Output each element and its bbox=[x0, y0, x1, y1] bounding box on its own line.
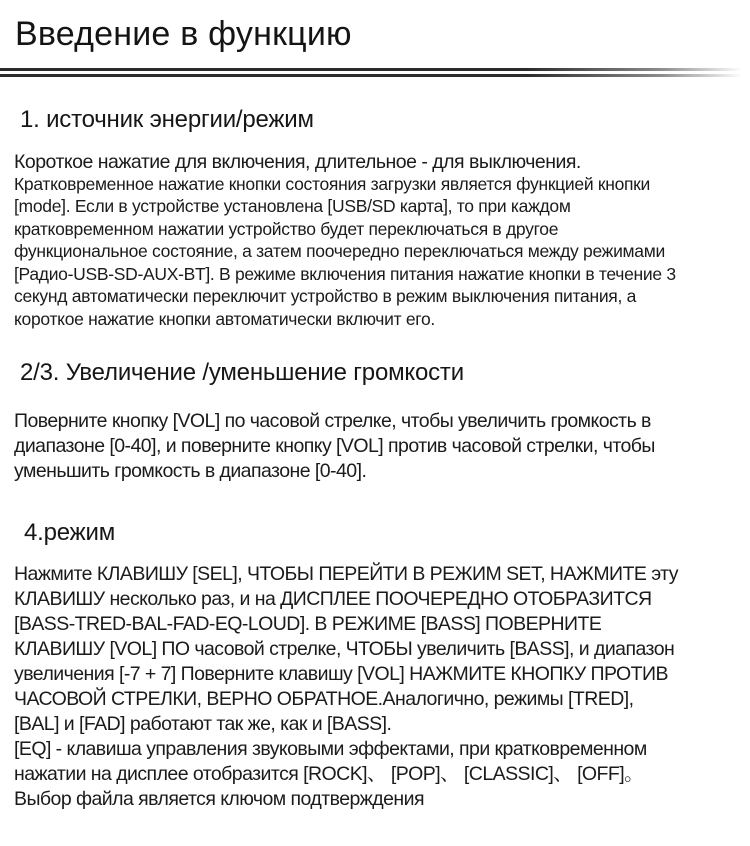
paragraph-line: КЛАВИШУ несколько раз, и на ДИСПЛЕЕ ПООЧЕРЕДНО ОТОБРАЗИТСЯ bbox=[14, 588, 652, 611]
paragraph-line: [BASS-TRED-BAL-FAD-EQ-LOUD]. В РЕЖИМЕ [BASS] ПОВЕРНИТЕ bbox=[14, 613, 602, 636]
section-1-paragraph bbox=[14, 151, 750, 331]
paragraph-line: [mode]. Если в устройстве установлена [USB/SD карта], то при каждом bbox=[14, 196, 571, 217]
paragraph-line: увеличения [-7 + 7] Поверните клавишу [VOL] НАЖМИТЕ КНОПКУ ПРОТИВ bbox=[14, 663, 668, 686]
manual-page bbox=[0, 14, 750, 846]
paragraph-line: функциональное состояние, а затем поочередно переключаться между режимами bbox=[14, 241, 665, 262]
section-2-paragraph bbox=[14, 409, 750, 484]
paragraph-line: КЛАВИШУ [VOL] ПО часовой стрелке, ЧТОБЫ увеличить [BASS], и диапазон bbox=[14, 638, 675, 661]
paragraph-line: Кратковременное нажатие кнопки состояния загрузки является функцией кнопки bbox=[14, 173, 651, 194]
paragraph-line: Выбор файла является ключом подтверждения bbox=[14, 788, 424, 811]
section-2-heading: 2/3. Увеличение /уменьшение громкости bbox=[20, 359, 464, 387]
paragraph-line: диапазоне [0-40], и поверните кнопку [VOL] против часовой стрелки, чтобы bbox=[14, 435, 655, 458]
paragraph-line: Нажмите КЛАВИШУ [SEL], ЧТОБЫ ПЕРЕЙТИ В РЕЖИМ SET, НАЖМИТЕ эту bbox=[14, 563, 678, 586]
paragraph-line: секунд автоматически переключит устройство в режим выключения питания, а bbox=[14, 286, 637, 307]
paragraph-line: кратковременном нажатии устройство будет переключаться в другое bbox=[14, 218, 559, 239]
paragraph-line: [BAL] и [FAD] работают так же, как и [BASS]. bbox=[14, 713, 392, 736]
title-underline bbox=[0, 68, 750, 77]
paragraph-line: [EQ] - клавиша управления звуковыми эффектами, при кратковременном bbox=[14, 738, 647, 761]
paragraph-line: Короткое нажатие для включения, длительное - для выключения. bbox=[14, 150, 581, 173]
paragraph-line: уменьшить громкость в диапазоне [0-40]. bbox=[14, 460, 367, 483]
section-3-heading: 4.режим bbox=[24, 519, 116, 547]
section-3-paragraph bbox=[14, 562, 750, 812]
page-title: Введение в функцию bbox=[15, 15, 352, 53]
section-1-heading: 1. источник энергии/режим bbox=[20, 105, 314, 133]
paragraph-line: [Радио-USB-SD-AUX-BT]. В режиме включения питания нажатие кнопки в течение 3 bbox=[14, 263, 676, 284]
paragraph-line: Поверните кнопку [VOL] по часовой стрелке, чтобы увеличить громкость в bbox=[14, 410, 651, 433]
paragraph-line: ЧАСОВОЙ СТРЕЛКИ, ВЕРНО ОБРАТНОЕ.Аналогично, режимы [TRED], bbox=[14, 688, 634, 711]
paragraph-line: нажатии на дисплее отобразится [ROCK]、 [POP]、 [CLASSIC]、 [OFF]。 bbox=[14, 763, 644, 786]
title-underline-bottom-line bbox=[0, 74, 750, 77]
paragraph-line: короткое нажатие кнопки автоматически включит его. bbox=[14, 308, 435, 329]
